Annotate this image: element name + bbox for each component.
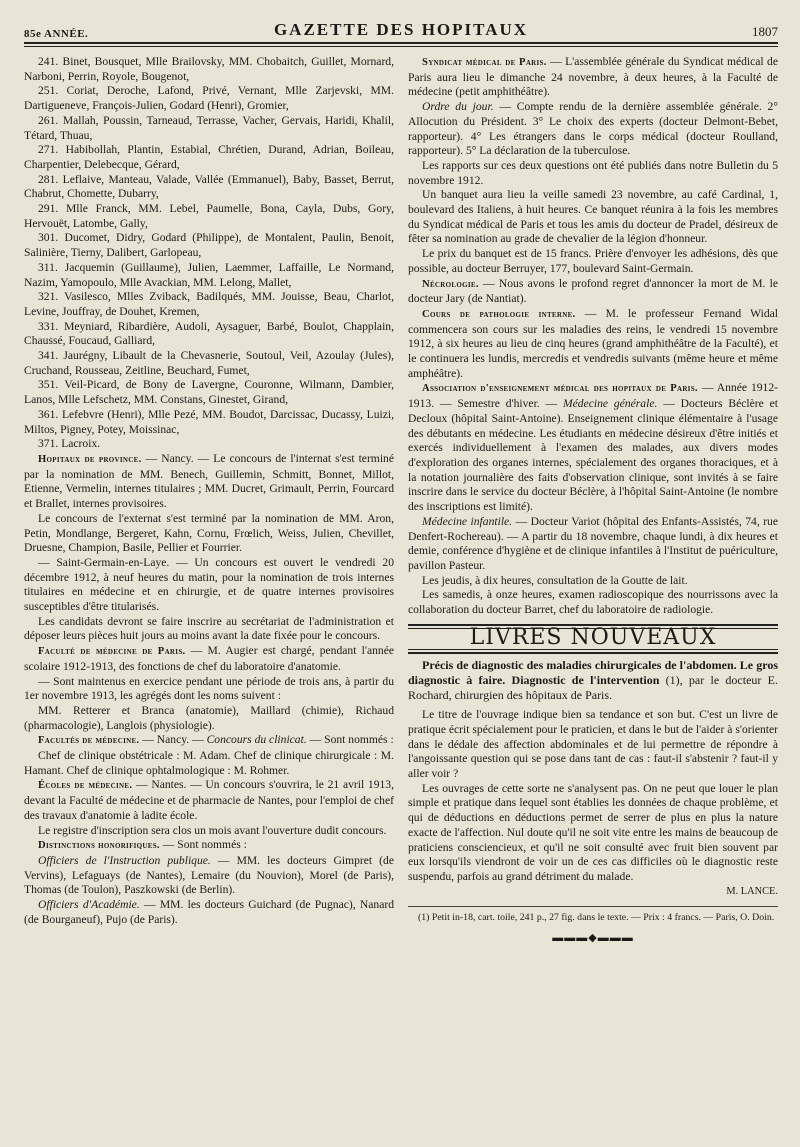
paragraph-text: — Compte rendu de la dernière assemblée générale. 2° Allocution du Président. 3° Le choix des experts (docteur Delmont-Bebet, rapporteur). 4° Les étrangers dans le corps médical (docteur Roulland, rapporteur). 5° La déclaration de la tuberculose. [408, 100, 778, 158]
italic-text: Ordre du jour. [422, 100, 494, 114]
paragraph-text: — Sont nommés : [306, 733, 394, 747]
footnote-rule [408, 906, 778, 907]
list-item: 271. Habibollah, Plantin, Estabial, Chrétien, Durand, Adrian, Boileau, Charpentier, Delebecque, Gérard, [24, 143, 394, 171]
paragraph-text: — MM. les docteurs Guichard (de Pugnac), Nanard (de Bourganeuf), Pujo (de Paris). [24, 898, 394, 926]
list-item: 361. Lefebvre (Henri), Mlle Pezé, MM. Boudot, Darcissac, Ducassy, Luizi, Miltos, Pigney, Potey, Moissinac, [24, 407, 394, 436]
list-item: 351. Veil-Picard, de Bony de Lavergne, Couronne, Wilmann, Dambier, Lanos, Mlle Lefschetz, MM. Constans, Ginestet, Girand, [24, 378, 394, 407]
paragraph-text: — L'assemblée générale du Syndicat médical de Paris aura lieu le dimanche 24 novembre, à deux heures, à la Faculté de médecine (petit amphithéâtre). [408, 55, 778, 99]
section-heading: Faculté de médecine de Paris. [38, 646, 186, 658]
paragraph: Les jeudis, à dix heures, consultation de la Goutte de lait. [422, 573, 688, 587]
book-title-bold: Précis de diagnostic des maladies chirurgicales de l'abdomen. Le gros diagnostic à faire. Diagnostic de l'intervention [408, 658, 778, 688]
faculty-paris-section [24, 644, 394, 674]
paragraph-text: — Docteur Variot (hôpital des Enfants-Assistés, 74, rue Denfert-Rochereau). — A partir du 18 novembre, chaque lundi, à dix heures et demie, conférence d'hygiène et de clinique infantiles à l'Institut de puériculture, pavillon Pasteur. [408, 514, 778, 572]
page-number: 1807 [752, 24, 778, 39]
list-item: 301. Ducomet, Didry, Godard (Philippe), de Montalent, Paulin, Benoit, Salinière, Tierny, Dalibert, Garlopeau, [24, 231, 394, 260]
paragraph-text: — Nantes. — Un concours s'ouvrira, le 21 avril 1913, devant la Faculté de médecine et de pharmacie de Nantes, pour l'emploi de chef des travaux d'anatomie à ladite école. [24, 778, 394, 822]
paragraph-text: — Nous avons le profond regret d'annoncer la mort de M. le docteur Jary (de Nantiat). [408, 276, 779, 306]
paragraph: MM. Retterer et Branca (anatomie), Maillard (chimie), Richaud (pharmacologie), Langlois (physiologie). [24, 703, 394, 732]
paragraph: Les ouvrages de cette sorte ne s'analysent pas. On ne peut que louer le plan simple et pratique dans lequel sont établies les données de chaque problème, et qui de déductions en déductions permet de serrer de plus en plus la nature exacte de l'affection. Nul doute qu'il ne soit vite entre les mains de beaucoup de praticiens consciencieux, et qu'il ne soit consulté avec fruit bien souvent par eux lorsqu'ils viendront de voir un de ces cas difficiles où le diagnostic reste suspendu, parfois au grand détriment du malade. [408, 781, 778, 883]
paragraph-text: — Sont nommés : [162, 838, 247, 852]
ranking-list [24, 55, 394, 452]
schools-section [24, 778, 394, 823]
list-item: 321. Vasilesco, Mlles Zviback, Badilqués, MM. Jouisse, Beau, Charlot, Levine, Jouffray, de Douhet, Kremen, [24, 290, 394, 318]
paragraph [24, 898, 394, 927]
faculties-section [24, 733, 394, 749]
association-section [408, 381, 778, 514]
section-heading: Facultés de médecine. [38, 735, 140, 747]
paragraph: Le registre d'inscription sera clos un mois avant l'ouverture dudit concours. [38, 823, 387, 837]
paragraph: Chef de clinique obstétricale : M. Adam. Chef de clinique chirurgicale : M. Hamant. Chef de clinique ophtalmologique : M. Rohmer. [24, 749, 394, 777]
paragraph-text: — Année 1912-1913. — Semestre d'hiver. — [408, 381, 778, 411]
course-section [408, 307, 778, 382]
list-item: 281. Leflaive, Manteau, Valade, Vallée (Emmanuel), Baby, Basset, Berrut, Chabrut, Chomette, Dubarry, [24, 172, 394, 201]
syndicate-section [408, 55, 778, 100]
journal-title: GAZETTE DES HOPITAUX [273, 20, 529, 39]
year-label: 85e ANNÉE. [24, 28, 89, 40]
paragraph: Le prix du banquet est de 15 francs. Prière d'envoyer les adhésions, dès que possible, au docteur Berruyer, 177, boulevard Saint-Germain. [408, 247, 778, 275]
section-heading: Hopitaux de province. [38, 453, 142, 465]
book-title [408, 658, 778, 702]
list-item: 341. Jaurégny, Libault de la Chevasnerie, Soutoul, Veil, Azoulay (Jules), Cruchand, Rousseau, Zeitline, Beuchard, Fumet, [24, 349, 394, 377]
banner-title: LIVRES NOUVEAUX [469, 624, 717, 650]
list-item: 331. Meyniard, Ribardière, Audoli, Aysaguer, Barbé, Boulot, Chapplain, Chaussé, Foucaud, Galliard, [24, 319, 394, 348]
paragraph-text: — Nancy. — Le concours de l'internat s'est terminé par la nomination de MM. Benech, Guillemin, Schmitt, Bonnet, Millot, Etienne, Vermelin, internes titulaires ; MM. Ducret, Grimault, Perrin, Fourcard et Brallet, internes provisoires. [24, 451, 394, 511]
paragraph-text: — M. Augier est chargé, pendant l'année scolaire 1912-1913, des fonctions de chef du laboratoire d'anatomie. [24, 644, 395, 673]
list-item: 251. Coriat, Deroche, Lafond, Privé, Vernant, Mlle Zarjevski, MM. Dartigueneve, François-Julien, Godard (Henri), Gromier, [24, 84, 394, 113]
section-heading: Syndicat médical de Paris. [422, 57, 547, 68]
section-heading: Association d'enseignement médical des hopitaux de Paris. [422, 383, 698, 395]
italic-text: Médecine générale. [563, 397, 658, 411]
paragraph: — Sont maintenus en exercice pendant une période de trois ans, à partir du 1er novembre 1913, les agrégés dont les noms suivent : [24, 674, 394, 703]
list-item: 371. Lacroix. [38, 437, 101, 451]
paragraph-text: — Nancy. — [142, 733, 207, 747]
ornament-divider: ▬▬▬◆▬▬▬ [552, 931, 634, 944]
paragraph-text: — Docteurs Béclère et Decloux (hôpital Saint-Antoine). Enseignement clinique élémentaire à l'usage des débutants en médecine. Les étudiants en médecine désireux d'être initiés et exercés individuellement à l'examen des malades, aux divers modes d'exploration des organes internes, spécialement des organes thoraciques, et à la notation journalière des faits d'observation clinique, sont invités à se faire inscrire dans le service du docteur Béclère, à l'hôpital Saint-Antoine (le nombre des inscriptions est limité). [408, 397, 778, 514]
paragraph-text: — M. le professeur Fernand Widal commencera son cours sur les maladies des reins, le vendredi 15 novembre 1912, à six heures au lieu de cinq heures (grand amphithéâtre de la Faculté), et le continuera les lundis, mercredis et vendredis suivants (même heure et même amphéâtre). [408, 306, 779, 380]
paragraph [24, 854, 394, 898]
italic-text: Médecine infantile. [422, 514, 513, 528]
list-item: 241. Binet, Bousquet, Mlle Brailovsky, MM. Chobaitch, Guillet, Mornard, Narboni, Perrin, Royole, Bougenot, [24, 55, 394, 83]
paragraph: Le concours de l'externat s'est terminé par la nomination de MM. Aron, Petin, Mondlange, Bergeret, Kahn, Cornu, Frœlich, Weiss, Julien, Chevillet, Druesne, Champion, Basile, Pellier et Fourrier. [24, 511, 394, 555]
italic-text: Officiers de l'Instruction publique. [38, 853, 211, 867]
list-item: 291. Mlle Franck, MM. Lebel, Paumelle, Bona, Cayla, Dubs, Gory, Hervouët, Latombe, Gally, [24, 202, 394, 230]
header-rule [24, 42, 778, 47]
paragraph: Les rapports sur ces deux questions ont été publiés dans notre Bulletin du 5 novembre 1912. [408, 158, 778, 187]
section-heading: Nécrologie. [422, 278, 479, 290]
footnote: (1) Petit in-18, cart. toile, 241 p., 27 fig. dans le texte. — Prix : 4 francs. — Paris, O. Doin. [418, 912, 775, 924]
italic-text: Concours du clinicat. [206, 733, 307, 747]
italic-text: Officiers d'Académie. [38, 898, 140, 912]
left-column [24, 55, 394, 946]
section-heading: Distinctions honorifiques. [38, 840, 160, 852]
paragraph-text: — MM. les docteurs Gimpret (de Vervins), Lefaguays (de Nantes), Lemaire (du Nouvion), Morel (de Paris), Thomas (de Toulon), Paszkowski (de Berlin). [24, 853, 394, 897]
paragraph [408, 100, 778, 159]
book-author: (1), par le docteur E. Rochard, chirurgien des hôpitaux de Paris. [408, 673, 778, 702]
paragraph: Les samedis, à onze heures, examen radioscopique des nourrissons avec la collaboration du docteur Barret, chef du laboratoire de radiologie. [408, 588, 778, 617]
obituary-section [408, 277, 778, 307]
list-item: 311. Jacquemin (Guillaume), Julien, Laemmer, Laffaille, Le Normand, Nazim, Yamopoulo, Mlle Avackian, MM. Lelong, Mallet, [24, 260, 394, 289]
paragraph: Les candidats devront se faire inscrire au secrétariat de l'administration et déposer leurs pièces huit jours au moins avant la date fixée pour le concours. [24, 614, 394, 643]
paragraph: — Saint-Germain-en-Laye. — Un concours est ouvert le vendredi 20 décembre 1912, à neuf heures du matin, pour la nomination de trois internes titulaires en médecine et en chirurgie, et de quatre internes provisoires susceptibles d'être titularisés. [24, 555, 394, 614]
new-books-banner [408, 624, 778, 655]
paragraph: Un banquet aura lieu la veille samedi 23 novembre, au café Cardinal, 1, boulevard des Italiens, à huit heures. Ce banquet réunira à la fois les membres du Syndicat médical de Paris et tous les amis du docteur de Pradel, désireux de fêter sa nomination au grade de chevalier de la légion d'honneur. [408, 188, 778, 246]
paragraph [408, 515, 778, 574]
review-signature: M. LANCE. [726, 885, 778, 897]
list-item: 261. Mallah, Poussin, Tarneaud, Terrasse, Vacher, Gervais, Haridi, Khalil, Tétard, Thuau, [24, 113, 394, 142]
section-heading: Cours de pathologie interne. [422, 308, 576, 320]
paragraph: Le titre de l'ouvrage indique bien sa tendance et son but. C'est un livre de pratique écrit spécialement pour le praticien, et dans le but de l'aider à s'orienter dans le dédale des affection abdominales et de lui permettre de répondre à l'angoissante question qui se pose dans tant de cas : faut-il s'abstenir ? faut-il y aller voir ? [408, 708, 778, 781]
section-heading: Écoles de médecine. [38, 780, 133, 792]
provinces-section [24, 452, 394, 512]
page-header [24, 14, 778, 40]
right-column [408, 55, 778, 946]
honors-section [24, 838, 394, 854]
